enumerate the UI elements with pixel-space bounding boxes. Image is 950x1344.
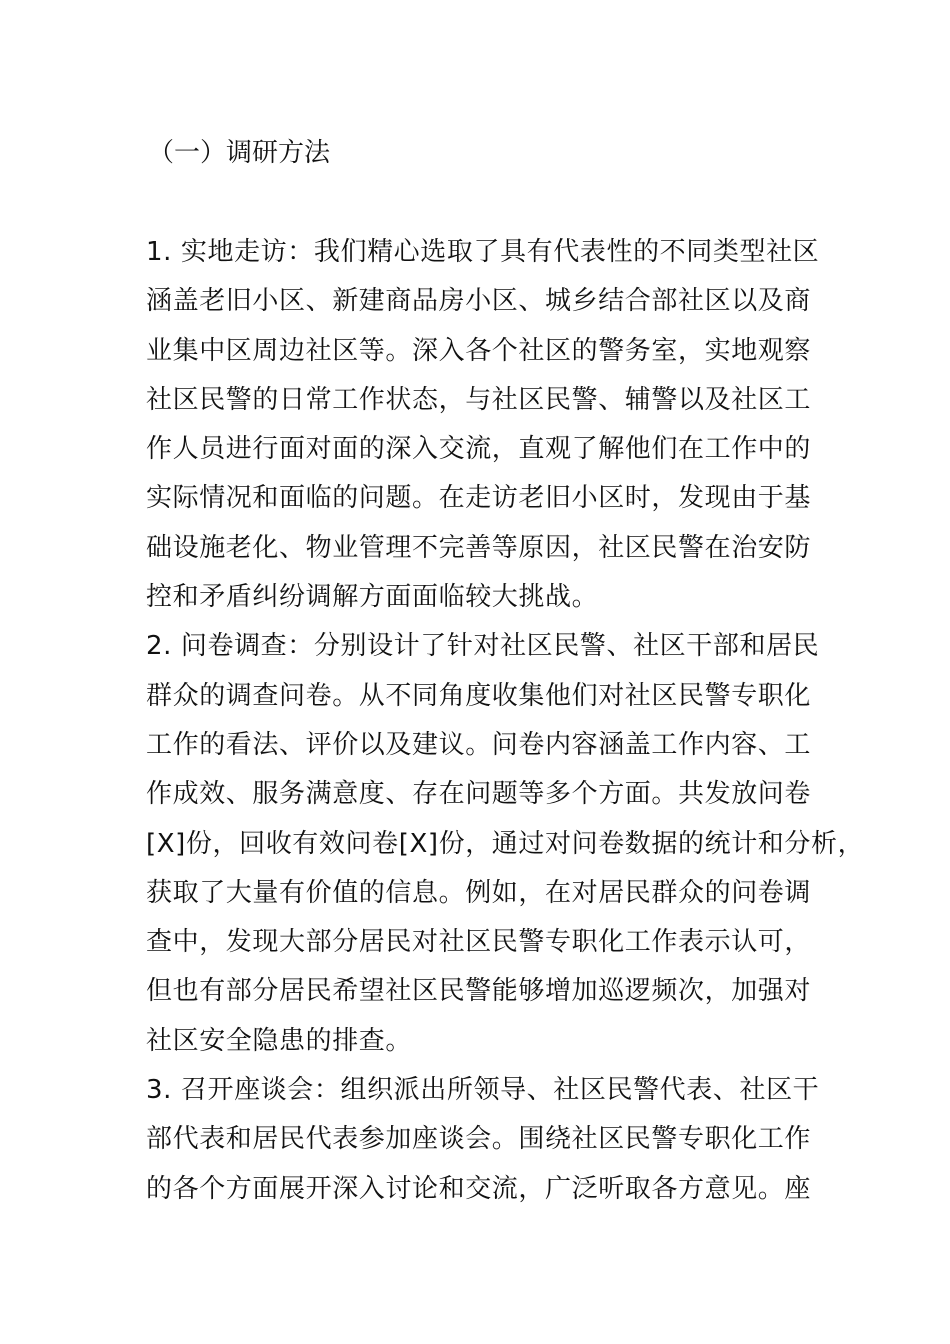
section-heading: （一）调研方法 (148, 138, 331, 168)
text-line: 作人员进行面对面的深入交流，直观了解他们在工作中的 (146, 434, 812, 465)
text-line: 础设施老化、物业管理不完善等原因，社区民警在治安防 (146, 532, 812, 563)
text-line: 2. 问卷调查：分别设计了针对社区民警、社区干部和居民 (146, 631, 820, 662)
text-line: 查中，发现大部分居民对社区民警专职化工作表示认可， (146, 927, 812, 958)
text-line: 获取了大量有价值的信息。例如，在对居民群众的问卷调 (146, 877, 812, 908)
text-line: 业集中区周边社区等。深入各个社区的警务室，实地观察 (146, 335, 812, 366)
text-line: 控和矛盾纠纷调解方面面临较大挑战。 (146, 582, 599, 613)
text-line: 工作的看法、评价以及建议。问卷内容涵盖工作内容、工 (146, 729, 812, 760)
text-line: 社区安全隐患的排查。 (146, 1025, 413, 1056)
text-line: 涵盖老旧小区、新建商品房小区、城乡结合部社区以及商 (146, 286, 812, 317)
text-line: 群众的调查问卷。从不同角度收集他们对社区民警专职化 (146, 680, 812, 711)
text-line: [X]份，回收有效问卷[X]份，通过对问卷数据的统计和分析， (146, 828, 865, 859)
text-line: 社区民警的日常工作状态，与社区民警、辅警以及社区工 (146, 384, 812, 415)
text-line: 的各个方面展开深入讨论和交流，广泛听取各方意见。座 (146, 1173, 812, 1204)
body-text (146, 228, 865, 1214)
text-line: 3. 召开座谈会：组织派出所领导、社区民警代表、社区干 (146, 1075, 820, 1106)
text-line: 但也有部分居民希望社区民警能够增加巡逻频次，加强对 (146, 976, 812, 1007)
text-line: 实际情况和面临的问题。在走访老旧小区时，发现由于基 (146, 483, 812, 514)
text-line: 1. 实地走访：我们精心选取了具有代表性的不同类型社区 (146, 237, 820, 267)
text-line: 部代表和居民代表参加座谈会。围绕社区民警专职化工作 (146, 1124, 812, 1155)
text-line: 作成效、服务满意度、存在问题等多个方面。共发放问卷 (146, 779, 812, 810)
